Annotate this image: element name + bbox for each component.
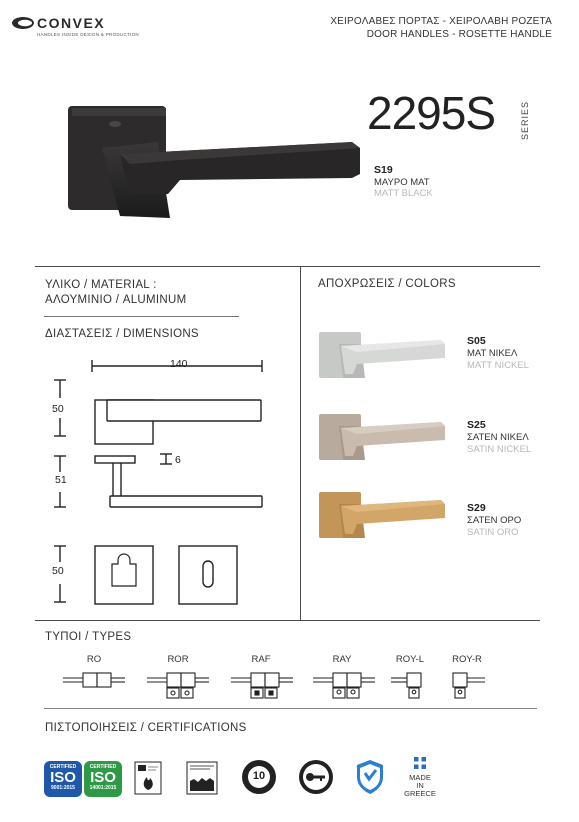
color-swatch-s29	[313, 490, 453, 542]
antibacterial-shield-icon	[355, 759, 385, 795]
made-in-greece-badge	[400, 756, 440, 800]
type-label-roy-l: ROY-L	[395, 654, 425, 665]
type-label-roy-r: ROY-R	[452, 654, 482, 665]
dim-escutcheon-height: 50	[52, 565, 64, 577]
iso-14001-num: 14001:2015	[89, 785, 117, 791]
series-label: SERIES	[520, 100, 530, 140]
brand-logo	[10, 14, 140, 40]
key-security-icon	[298, 759, 334, 795]
divider-vertical	[300, 266, 301, 620]
divider-mid	[35, 620, 540, 621]
type-label-ror: ROR	[167, 654, 189, 665]
corrosion-resistance-icon	[186, 761, 218, 795]
iso-14001-top: CERTIFIED	[89, 764, 117, 770]
type-label-raf: RAF	[251, 654, 271, 665]
material-value: ΑΛΟΥΜΙΝΙΟ / ALUMINUM	[45, 294, 187, 306]
color-s05-en: MATT NICKEL	[467, 360, 529, 371]
divider-top	[35, 266, 540, 267]
main-finish-gr: ΜΑΥΡΟ ΜΑΤ	[374, 177, 430, 188]
ten-year-guarantee-icon	[241, 759, 277, 795]
color-s05-code: S05	[467, 335, 486, 347]
type-ro-icon	[63, 673, 125, 687]
brand-tagline: HANDLES INSIDE DESIGN & PRODUCTION	[37, 32, 139, 37]
dim-rosette-height: 50	[52, 403, 64, 415]
type-label-ro: RO	[86, 654, 102, 665]
type-ray-icon	[313, 673, 375, 698]
dimension-drawing	[40, 350, 280, 610]
color-s29-code: S29	[467, 502, 486, 514]
made-line1: MADE	[409, 773, 431, 782]
model-number: 2295S	[367, 87, 496, 139]
material-heading: ΥΛΙΚΟ / MATERIAL :	[45, 279, 157, 291]
iso-9001-top: CERTIFIED	[49, 764, 77, 770]
types-diagram	[55, 668, 495, 702]
iso-9001-main: ISO	[50, 769, 76, 786]
type-label-ray: RAY	[332, 654, 352, 665]
handle-satin-oro-icon	[313, 490, 453, 542]
color-s29-en: SATIN ORO	[467, 527, 519, 538]
handle-matt-nickel-icon	[313, 330, 453, 382]
fire-resistance-icon	[134, 761, 162, 795]
iso-14001-badge	[84, 761, 122, 797]
main-finish-en: MATT BLACK	[374, 188, 433, 199]
color-s05-gr: ΜΑΤ ΝΙΚΕΛ	[467, 348, 518, 359]
iso-14001-main: ISO	[90, 769, 116, 786]
color-s25-gr: ΣΑΤΕΝ ΝΙΚΕΛ	[467, 432, 529, 443]
category-en: DOOR HANDLES - ROSETTE HANDLE	[366, 29, 552, 40]
guarantee-years: 10	[252, 770, 266, 782]
dim-thickness: 6	[175, 454, 181, 466]
made-line2: IN	[416, 781, 424, 790]
iso-9001-num: 9001:2015	[51, 785, 75, 791]
type-roy-l-icon	[391, 673, 421, 698]
divider-material	[44, 316, 239, 317]
type-roy-r-icon	[453, 673, 485, 698]
certifications-heading: ΠΙΣΤΟΠΟΙΗΣΕΙΣ / CERTIFICATIONS	[45, 722, 247, 734]
color-s25-code: S25	[467, 419, 486, 431]
category-gr: ΧΕΙΡΟΛΑΒΕΣ ΠΟΡΤΑΣ - ΧΕΙΡΟΛΑΒΗ ΡΟΖΕΤΑ	[330, 16, 552, 27]
types-heading: ΤΥΠΟΙ / TYPES	[45, 631, 132, 643]
type-raf-icon	[231, 673, 293, 698]
brand-name: CONVEX	[37, 15, 106, 31]
divider-types	[44, 708, 537, 709]
colors-heading: ΑΠΟΧΡΩΣΕΙΣ / COLORS	[318, 278, 456, 290]
iso-9001-badge	[44, 761, 82, 797]
made-line3: GREECE	[404, 789, 436, 798]
color-swatch-s05	[313, 330, 453, 382]
dim-length: 140	[170, 358, 188, 370]
dim-projection: 51	[55, 474, 67, 486]
greek-flag-icon	[414, 757, 426, 769]
dimensions-heading: ΔΙΑΣΤΑΣΕΙΣ / DIMENSIONS	[45, 328, 199, 340]
main-finish-code: S19	[374, 164, 393, 176]
handle-satin-nickel-icon	[313, 412, 453, 464]
color-swatch-s25	[313, 412, 453, 464]
color-s25-en: SATIN NICKEL	[467, 444, 532, 455]
main-product-image	[60, 98, 370, 228]
color-s29-gr: ΣΑΤΕΝ ΟΡΟ	[467, 515, 522, 526]
type-ror-icon	[147, 673, 209, 698]
